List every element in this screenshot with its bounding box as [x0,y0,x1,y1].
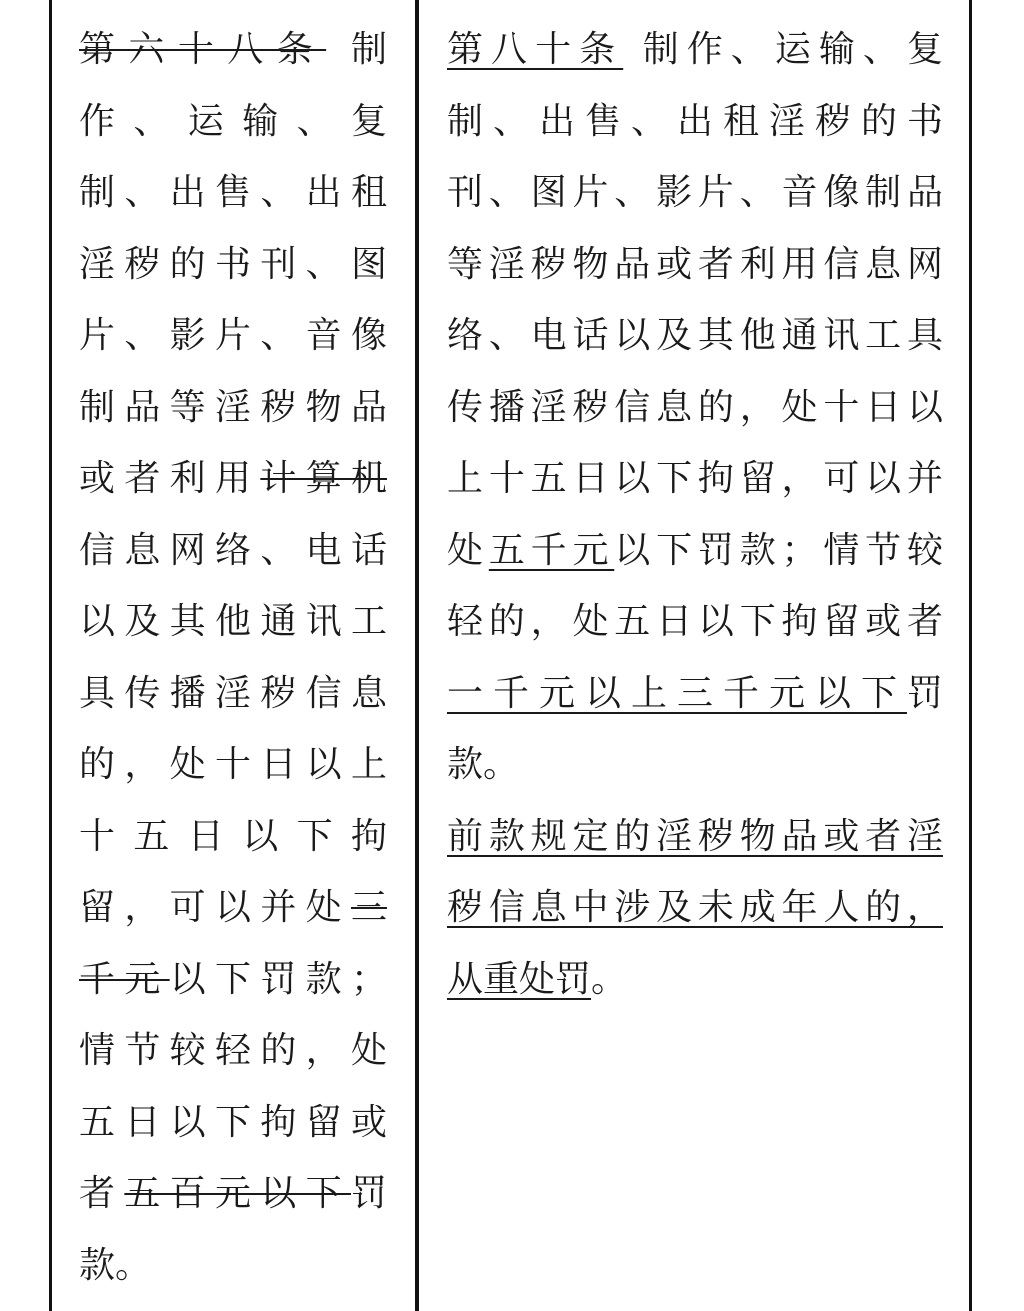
inserted-text: 五千元 [488,529,615,571]
text-line [447,157,943,229]
text-segment: 制品等淫秽物品 [79,386,387,428]
text-line [79,1230,387,1302]
text-line [447,586,943,658]
text-line [79,372,387,444]
text-line [79,14,387,86]
text-line [79,1087,387,1159]
text-segment: 款。 [447,744,520,785]
text-segment: 信息网络、电话 [79,529,387,571]
text-line [79,872,387,944]
text-segment: 制 [326,29,387,70]
text-line [447,872,943,944]
text-segment: 的，处十日以上 [79,744,387,785]
deleted-text: 千元 [79,958,170,1000]
text-segment: 等淫秽物品或者利用信息网 [447,243,943,285]
text-segment: 情节较轻的，处 [79,1030,387,1071]
inserted-text: 第八十条 [447,29,624,70]
old-article-column [79,14,387,1301]
text-segment: 具传播淫秽信息 [79,672,387,714]
text-line [79,586,387,658]
text-line [79,1015,387,1087]
text-line [79,443,387,515]
text-line [447,443,943,515]
text-line [79,300,387,372]
table-border-middle [415,0,419,1311]
text-line [447,300,943,372]
text-segment: 片、影片、音像 [79,315,387,356]
inserted-text: 前款规定的淫秽物品或者淫 [447,815,943,857]
inserted-text: 秽信息中涉及未成年人的， [447,887,943,928]
text-line [79,801,387,873]
text-line [79,157,387,229]
text-segment: 留，可以并处 [79,887,351,928]
text-line [447,14,943,86]
text-segment: 传播淫秽信息的，处十日以 [447,386,943,428]
text-line [447,944,943,1016]
table-border-right [969,0,972,1311]
text-segment: 制作、运输、复 [623,29,943,70]
text-segment: 处 [447,529,489,571]
text-segment: 轻的，处五日以下拘留或者 [447,601,943,642]
text-line [447,658,943,730]
text-segment: 以下罚款；情节较 [614,529,943,571]
deleted-text: 五百元以下 [124,1173,351,1214]
text-line [447,229,943,301]
text-line [79,1158,387,1230]
text-segment: 上十五日以下拘留，可以并 [447,458,943,499]
text-segment: 五日以下拘留或 [79,1101,387,1143]
text-segment: 十五日以下拘 [79,815,387,857]
text-line [447,801,943,873]
text-segment: 或者利用 [79,458,261,499]
text-line [79,515,387,587]
inserted-text: 从重处罚 [447,958,592,1000]
text-segment: 罚 [350,1173,387,1214]
text-segment: 者 [79,1173,125,1214]
text-segment: 款。 [79,1244,152,1286]
text-line [79,658,387,730]
text-segment: 以及其他通讯工 [79,601,387,642]
text-segment: 作、运输、复 [79,100,387,142]
text-line [447,515,943,587]
deleted-text: 第六十八条 [79,29,327,70]
text-segment: 罚 [906,672,943,714]
deleted-text: 计算机 [260,458,387,499]
text-line [447,372,943,444]
text-segment: 制、出售、出租 [79,172,387,213]
deleted-text: 三 [350,887,387,928]
text-segment: 制、出售、出租淫秽的书 [447,100,943,142]
text-segment: 以下罚款； [169,958,387,1000]
text-segment: 刊、图片、影片、音像制品 [447,172,943,213]
inserted-text: 一千元以上三千元以下 [447,672,907,714]
text-line [79,729,387,801]
table-border-left [49,0,52,1311]
text-line [79,229,387,301]
text-line [79,944,387,1016]
text-line [447,729,943,801]
text-line [447,86,943,158]
text-segment: 络、电话以及其他通讯工具 [447,315,943,356]
text-segment: 淫秽的书刊、图 [79,243,387,285]
text-segment: 。 [591,958,628,1000]
new-article-column [447,14,943,1015]
text-line [79,86,387,158]
